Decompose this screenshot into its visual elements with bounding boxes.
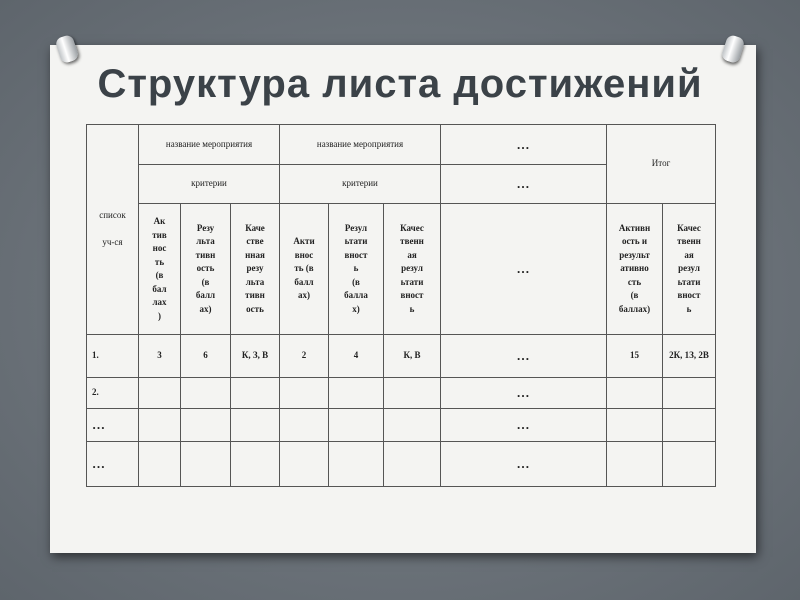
table-cell	[139, 378, 181, 409]
event-header-2: название мероприятия	[280, 125, 441, 165]
more-criteria-ellipsis: …	[441, 165, 607, 204]
table-cell: …	[441, 409, 607, 442]
criteria-header-1: критерии	[139, 165, 280, 204]
table-row	[87, 378, 716, 409]
table-cell	[663, 378, 716, 409]
table-cell: 3	[139, 335, 181, 378]
quality-results-header: Каче стве нная резу льта тивн ость	[231, 204, 280, 335]
table-cell	[384, 442, 441, 487]
quality-results-header: Качес твенн ая резул ьтати вност ь	[384, 204, 441, 335]
table-cell: 2	[280, 335, 329, 378]
results-header: Резул ьтати вност ь (в балла х)	[329, 204, 384, 335]
table-cell	[231, 378, 280, 409]
achievements-table	[86, 124, 716, 487]
criteria-header-2: критерии	[280, 165, 441, 204]
table-cell: 6	[181, 335, 231, 378]
table-cell: …	[441, 442, 607, 487]
row-number: 1.	[87, 335, 139, 378]
row-number: 2.	[87, 378, 139, 409]
table-cell	[139, 409, 181, 442]
table-cell	[384, 409, 441, 442]
activity-header: Ак тив нос ть (в бал лах )	[139, 204, 181, 335]
table-cell: …	[441, 378, 607, 409]
table-cell	[139, 442, 181, 487]
table-cell	[280, 378, 329, 409]
table-cell	[663, 409, 716, 442]
table-row	[87, 335, 716, 378]
table-row	[87, 409, 716, 442]
table-cell	[181, 378, 231, 409]
page-title: Структура листа достижений	[97, 62, 703, 106]
table-cell	[181, 442, 231, 487]
table-cell: 15	[607, 335, 663, 378]
table-cell	[231, 442, 280, 487]
table-cell: …	[441, 335, 607, 378]
student-list-header: список уч-ся	[87, 125, 139, 335]
table-cell	[181, 409, 231, 442]
table-cell: К, В	[384, 335, 441, 378]
table-cell	[329, 409, 384, 442]
total-quality-results-header: Качес твенн ая резул ьтати вност ь	[663, 204, 716, 335]
table-cell	[384, 378, 441, 409]
table-cell: К, З, В	[231, 335, 280, 378]
event-header-1: название мероприятия	[139, 125, 280, 165]
table-cell	[329, 442, 384, 487]
table-cell: 4	[329, 335, 384, 378]
table-cell	[663, 442, 716, 487]
table-cell	[607, 409, 663, 442]
total-activity-results-header: Активн ость и результ ативно сть (в баллах)	[607, 204, 663, 335]
table-cell	[607, 378, 663, 409]
table-row	[87, 442, 716, 487]
more-events-ellipsis: …	[441, 125, 607, 165]
activity-header: Акти внос ть (в балл ах)	[280, 204, 329, 335]
table-cell	[329, 378, 384, 409]
more-columns-ellipsis: …	[441, 204, 607, 335]
total-header: Итог	[607, 125, 716, 204]
table-cell	[231, 409, 280, 442]
table-cell: 2К, 1З, 2В	[663, 335, 716, 378]
row-number: …	[87, 409, 139, 442]
table-cell	[280, 409, 329, 442]
row-number: …	[87, 442, 139, 487]
table-cell	[607, 442, 663, 487]
table-cell	[280, 442, 329, 487]
results-header: Резу льта тивн ость (в балл ах)	[181, 204, 231, 335]
